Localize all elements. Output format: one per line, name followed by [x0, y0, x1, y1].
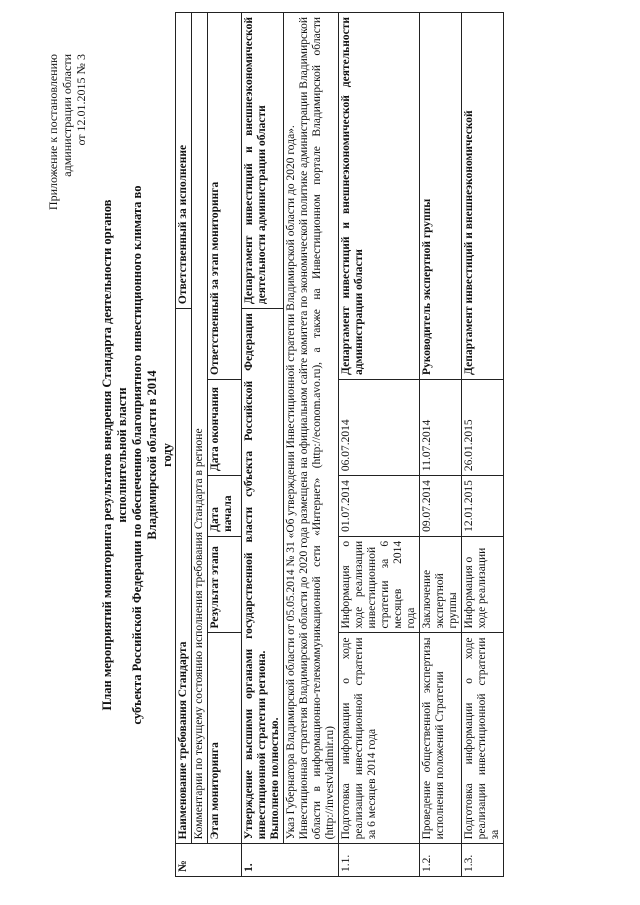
- comment-row: [284, 13, 339, 877]
- requirement-responsible: Департамент инвестиций и внешнеэкономической деятельности администрации области: [242, 13, 284, 309]
- stage-header: Этап мониторинга: [208, 633, 242, 844]
- comment-cell: [284, 13, 339, 844]
- table-row: [339, 13, 420, 877]
- comment-paragraph-1: Указ Губернатора Владимирской области от 05.05.2014 № 31 «Об утверждении Инвестиционной стратегии Владимирской области до 2020 года».: [285, 125, 297, 840]
- title-line-1: План мероприятий мониторинга результатов внедрения Стандарта деятельности органов исполнительной власти: [100, 199, 129, 711]
- row-end-date: 06.07.2014: [339, 379, 420, 475]
- requirement-status: Выполнено полностью.: [269, 717, 281, 840]
- row-responsible: Департамент инвестиций и внешнеэкономической деятельности администрации области: [339, 13, 420, 380]
- comment-header: Комментарии по текущему состоянию исполнения требования Стандарта в регионе: [192, 13, 208, 844]
- requirement-row: [242, 13, 284, 877]
- row-num: 1.3.: [462, 844, 504, 877]
- stage-header-row: [208, 13, 242, 877]
- row-result: Информация о ходе реализации инвестиционной стратегии за 6 месяцев 2014 года: [339, 536, 420, 633]
- row-result: Заключение экспертной группы: [420, 536, 462, 633]
- row-result: Информация о ходе реализации: [462, 536, 504, 633]
- row-end-date: 11.07.2014: [420, 379, 462, 475]
- responsible-header: Ответственный за исполнение: [176, 13, 192, 309]
- row-end-date: 26.01.2015: [462, 379, 504, 475]
- appendix-line-3: от 12.01.2015 № 3: [74, 54, 88, 146]
- row-num: 1.1.: [339, 844, 420, 877]
- requirement-header: Наименование требования Стандарта: [176, 309, 192, 844]
- document-title: [100, 155, 175, 755]
- appendix-line-1: Приложение к постановлению: [46, 54, 60, 211]
- title-line-2: субъекта Российской Федерации по обеспечению благоприятного инвестиционного климата во Владимирской области в 2014: [130, 185, 159, 725]
- table-row: [462, 13, 504, 877]
- title-line-3: году: [160, 443, 174, 467]
- result-header: Результат этапа: [208, 536, 242, 633]
- comment-paragraph-2: Инвестиционная стратегия Владимирской области до 2020 года размещена на официальном сайте комитета по экономической политике администрации Владимирской области в информационно-телекоммуникационной сети «Интернет» (http://econom.avo.ru), а также на Инвестиционном портале Владимирской области (http://investvladimir.ru): [298, 17, 336, 840]
- row-responsible: Департамент инвестиций и внешнеэкономической: [462, 13, 504, 380]
- col-num-header: №: [176, 844, 242, 877]
- row-num: 1.2.: [420, 844, 462, 877]
- row-start-date: 09.07.2014: [420, 476, 462, 537]
- stage-responsible-header: Ответственный за этап мониторинга: [208, 13, 242, 380]
- monitoring-plan-table: [175, 12, 504, 877]
- appendix-line-2: администрации области: [60, 54, 74, 177]
- row-start-date: 12.01.2015: [462, 476, 504, 537]
- row-responsible: Руководитель экспертной группы: [420, 13, 462, 380]
- row-start-date: 01.07.2014: [339, 476, 420, 537]
- row-stage: Подготовка информации о ходе реализации инвестиционной стратегии за: [462, 633, 504, 844]
- start-date-header: Дата начала: [208, 476, 242, 537]
- requirement-text: Утверждение высшими органами государственной власти субъекта Российской Федерации инвестиционной стратегии региона.: [243, 313, 268, 840]
- requirement-text-cell: [242, 309, 284, 844]
- table-header-row: [176, 13, 192, 877]
- row-stage: Подготовка информации о ходе реализации инвестиционной стратегии за 6 месяцев 2014 года: [339, 633, 420, 844]
- requirement-num: 1.: [242, 844, 339, 877]
- end-date-header: Дата окончания: [208, 379, 242, 475]
- row-stage: Проведение общественной экспертизы исполнения положений Стратегии: [420, 633, 462, 844]
- table-row: [420, 13, 462, 877]
- comment-header-row: [192, 13, 208, 877]
- appendix-note: [46, 54, 88, 210]
